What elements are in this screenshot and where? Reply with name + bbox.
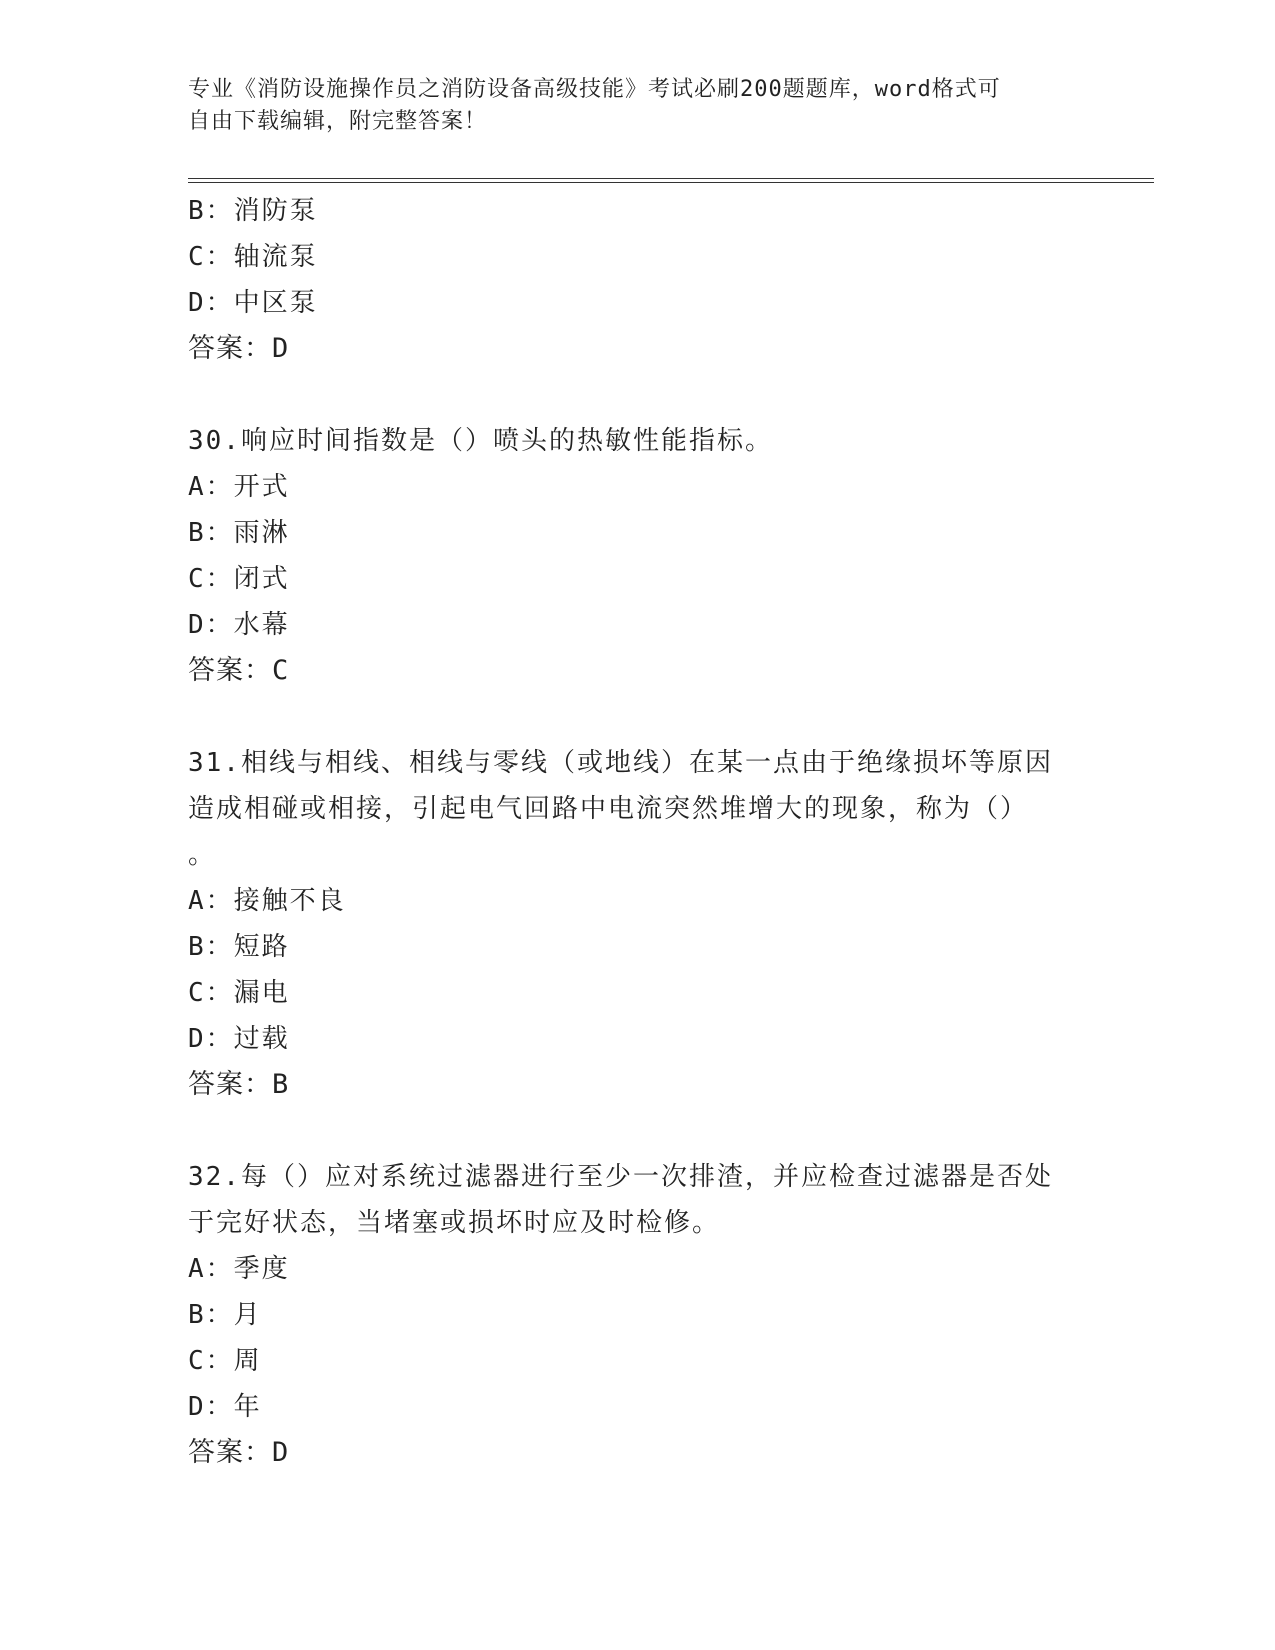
answer: 答案：B [188,1069,290,1100]
option-d: D：水幕 [188,610,290,640]
option-b: B：雨淋 [188,518,290,548]
answer: 答案：C [188,655,290,686]
option-c: C：闭式 [188,564,290,594]
option-a: A：开式 [188,472,290,502]
page-header [188,74,1068,138]
option-c: C：漏电 [188,978,290,1008]
question-stem-line-3: 。 [188,840,217,870]
header-line-2: 自由下载编辑，附完整答案！ [188,109,488,134]
spacer [188,372,1088,418]
question-30 [188,418,1088,694]
answer: 答案：D [188,333,290,364]
answer: 答案：D [188,1437,290,1468]
option-a: A：接触不良 [188,886,346,916]
option-b: B：短路 [188,932,290,962]
spacer [188,694,1088,740]
option-b: B：消防泵 [188,196,318,226]
option-a: A：季度 [188,1254,290,1284]
question-31 [188,740,1088,1108]
option-d: D：年 [188,1392,262,1422]
question-list [188,188,1088,1476]
question-stem-line-1: 31.相线与相线、相线与零线（或地线）在某一点由于绝缘损坏等原因 [188,748,1053,778]
option-c: C：轴流泵 [188,242,318,272]
option-b: B：月 [188,1300,262,1330]
question-stem-line-2: 造成相碰或相接，引起电气回路中电流突然堆增大的现象，称为（） [188,794,1029,824]
option-d: D：过载 [188,1024,290,1054]
option-c: C：周 [188,1346,262,1376]
question-stem: 30.响应时间指数是（）喷头的热敏性能指标。 [188,426,773,456]
spacer [188,1108,1088,1154]
header-line-1: 专业《消防设施操作员之消防设备高级技能》考试必刷200题题库，word格式可 [188,77,1001,102]
header-divider [188,178,1154,183]
question-stem-line-1: 32.每（）应对系统过滤器进行至少一次排渣，并应检查过滤器是否处 [188,1162,1053,1192]
question-29-tail [188,188,1088,372]
question-stem-line-2: 于完好状态，当堵塞或损坏时应及时检修。 [188,1208,721,1238]
option-d: D：中区泵 [188,288,318,318]
question-32 [188,1154,1088,1476]
